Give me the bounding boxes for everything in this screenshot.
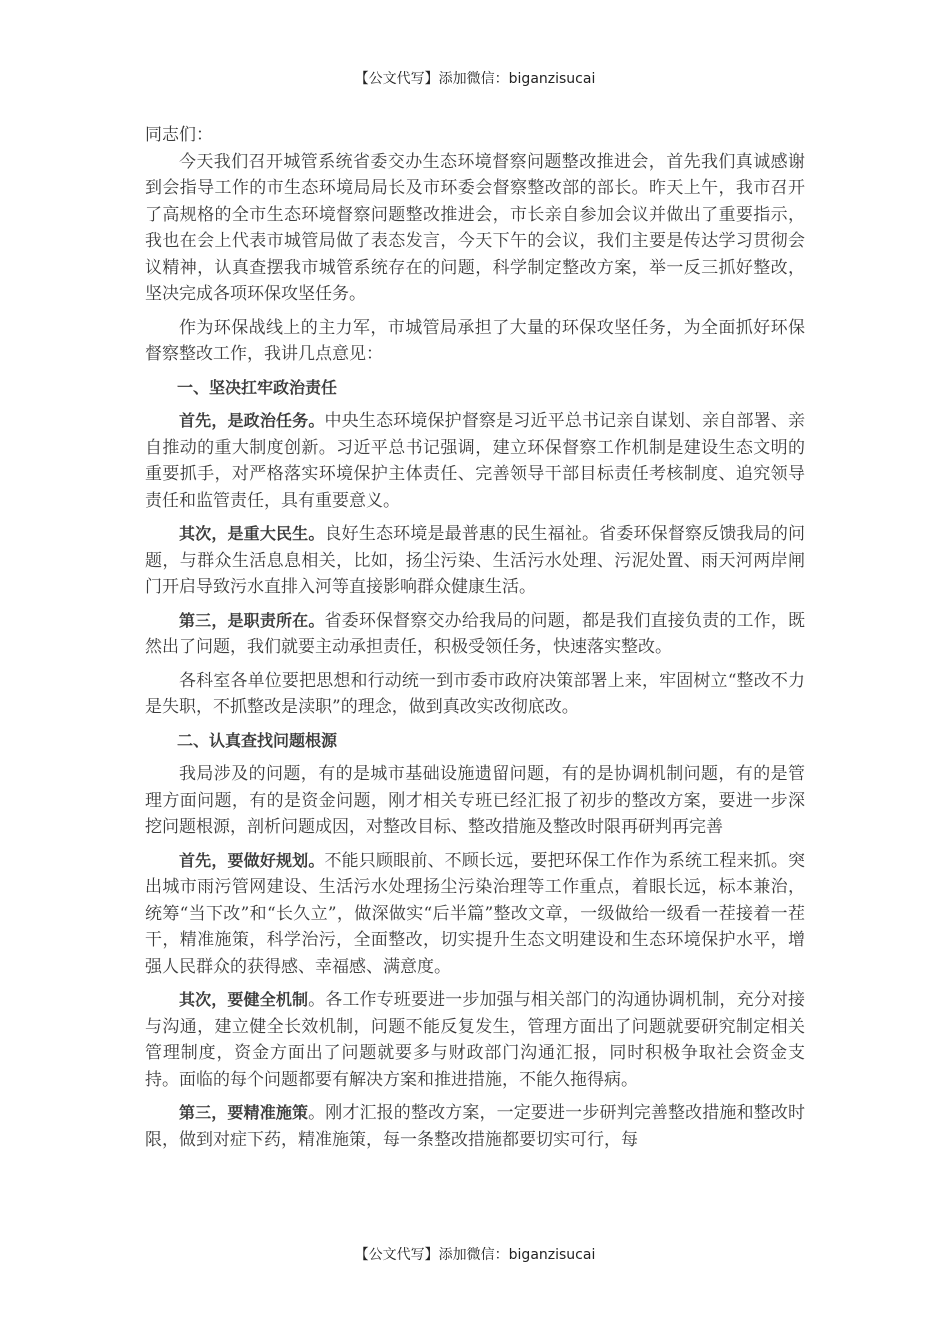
section-heading-2: 二、认真查找问题根源	[177, 730, 338, 750]
lead-livelihood: 其次，是重大民生。	[179, 524, 325, 543]
document-body	[145, 122, 805, 1160]
paragraph-duty	[145, 608, 805, 661]
text-precise: 。刚才汇报的整改方案，一定要进一步研判完善整改措施和整改时限，做到对症下药，精准施策，每一条整改措施都要切实可行，每	[145, 1103, 805, 1150]
page-footer: 【公文代写】添加微信：biganzisucai	[354, 1247, 596, 1263]
salutation: 同志们：	[145, 125, 213, 145]
lead-political-task: 首先，是政治任务。	[179, 411, 325, 430]
paragraph-opinions: 作为环保战线上的主力军，市城管局承担了大量的环保攻坚任务，为全面抓好环保督察整改工作，我讲几点意见：	[145, 317, 805, 364]
text-livelihood: 良好生态环境是最普惠的民生福祉。省委环保督察反馈我局的问题，与群众生活息息相关，比如，扬尘污染、生活污水处理、污泥处置、雨天河两岸闸门开启导致污水直排入河等直接影响群众健康生活。	[145, 524, 805, 597]
paragraph-planning	[145, 848, 805, 981]
section-heading-1: 一、坚决扛牢政治责任	[177, 377, 338, 397]
lead-mechanism: 其次，要健全机制	[179, 990, 309, 1009]
paragraph-unify: 各科室各单位要把思想和行动统一到市委市政府决策部署上来，牢固树立“整改不力是失职，不抓整改是渎职”的理念，做到真改实改彻底改。	[145, 670, 805, 717]
text-political-task: 中央生态环境保护督察是习近平总书记亲自谋划、亲自部署、亲自推动的重大制度创新。习近平总书记强调，建立环保督察工作机制是建设生态文明的重要抓手，对严格落实环境保护主体责任、完善领导干部目标责任考核制度、追究领导责任和监管责任，具有重要意义。	[145, 411, 805, 511]
text-duty: 省委环保督察交办给我局的问题，都是我们直接负责的工作，既然出了问题，我们就要主动承担责任，积极受领任务，快速落实整改。	[145, 610, 805, 657]
paragraph-precise	[145, 1100, 805, 1153]
paragraph-mechanism	[145, 987, 805, 1093]
paragraph-intro: 今天我们召开城管系统省委交办生态环境督察问题整改推进会，首先我们真诚感谢到会指导工作的市生态环境局局长及市环委会督察整改部的部长。昨天上午，我市召开了高规格的全市生态环境督察问题整改推进会，市长亲自参加会议并做出了重要指示，我也在会上代表市城管局做了表态发言，今天下午的会议，我们主要是传达学习贯彻会议精神，认真查摆我市城管系统存在的问题，科学制定整改方案，举一反三抓好整改，坚决完成各项环保攻坚任务。	[145, 151, 805, 304]
paragraph-political-task	[145, 408, 805, 514]
lead-planning: 首先，要做好规划。	[179, 850, 325, 870]
text-planning: 不能只顾眼前、不顾长远，要把环保工作作为系统工程来抓。突出城市雨污管网建设、生活污水处理扬尘污染治理等工作重点，着眼长远，标本兼治，统筹“当下改”和“长久立”，做深做实“后半篇”整改文章，一级做给一级看一茬接着一茬干，精准施策，科学治污，全面整改，切实提升生态文明建设和生态环境保护水平，增强人民群众的获得感、幸福感、满意度。	[145, 850, 805, 977]
lead-duty: 第三，是职责所在。	[179, 610, 325, 630]
lead-precise: 第三，要精准施策	[179, 1103, 309, 1122]
paragraph-livelihood	[145, 521, 805, 601]
page-header: 【公文代写】添加微信：biganzisucai	[354, 71, 596, 87]
text-mechanism: 。各工作专班要进一步加强与相关部门的沟通协调机制，充分对接与沟通，建立健全长效机制，问题不能反复发生，管理方面出了问题就要研究制定相关管理制度，资金方面出了问题就要多与财政部门沟通汇报，同时积极争取社会资金支持。面临的每个问题都要有解决方案和推进措施，不能久拖得病。	[145, 990, 805, 1090]
paragraph-problems: 我局涉及的问题，有的是城市基础设施遗留问题，有的是协调机制问题，有的是管理方面问题，有的是资金问题，刚才相关专班已经汇报了初步的整改方案，要进一步深挖问题根源，剖析问题成因，对整改目标、整改措施及整改时限再研判再完善	[145, 764, 805, 837]
